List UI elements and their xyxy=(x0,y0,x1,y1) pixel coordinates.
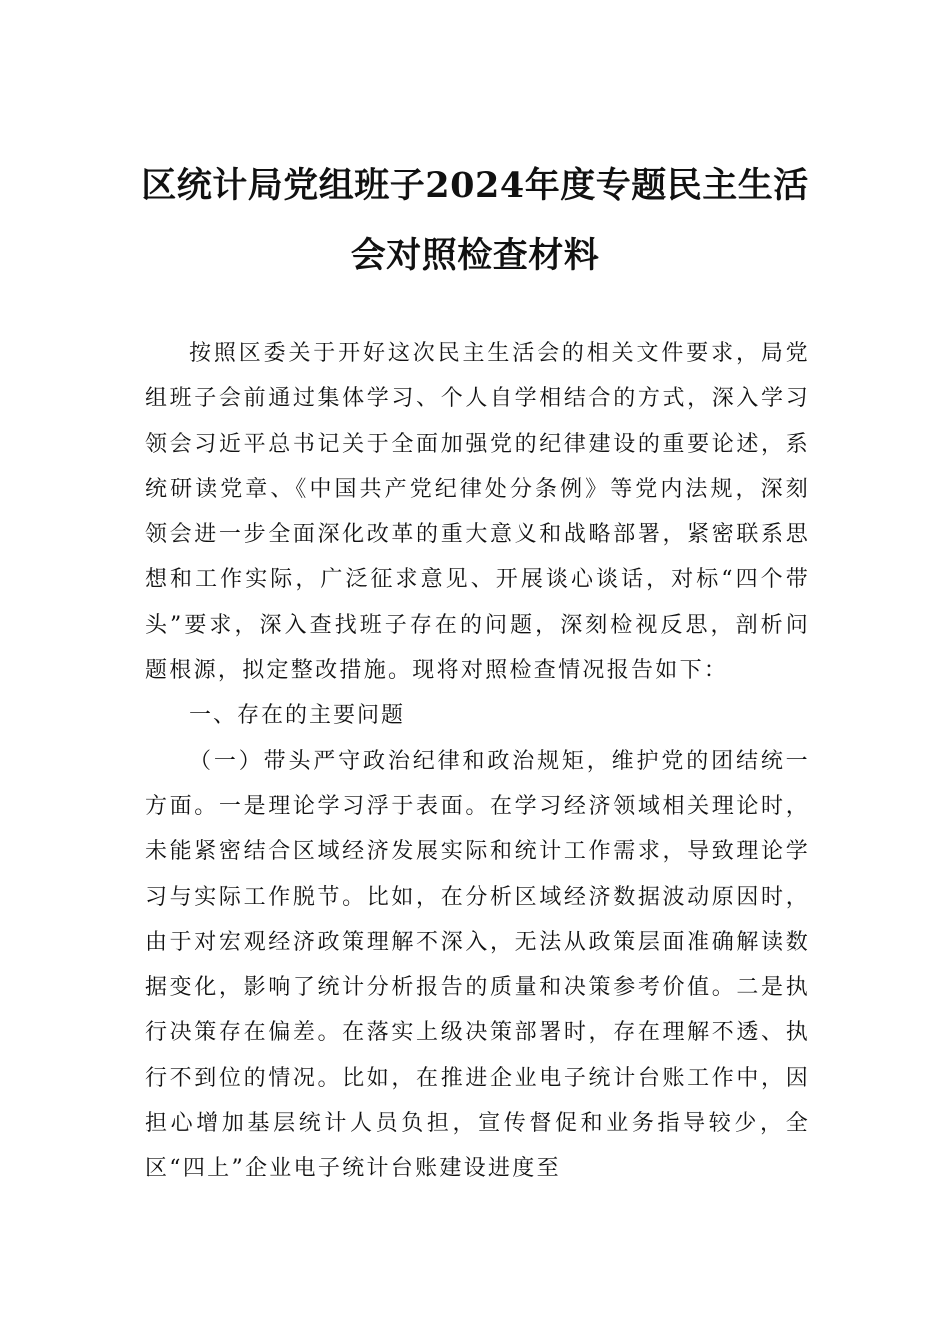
document-title-line-2: 会对照检查材料 xyxy=(350,235,600,276)
intro-paragraph: 按照区委关于开好这次民主生活会的相关文件要求，局党组班子会前通过集体学习、个人自学相结合的方式，深入学习领会习近平总书记关于全面加强党的纪律建设的重要论述，系统研读党章、《中国共产党纪律处分条例》等党内法规，深刻领会进一步全面深化改革的重大意义和战略部署，紧密联系思想和工作实际，广泛征求意见、开展谈心谈话，对标“四个带头”要求，深入查找班子存在的问题，深刻检视反思，剖析问题根源，拟定整改措施。现将对照检查情况报告如下： xyxy=(145,341,810,684)
document-body xyxy=(145,331,810,1192)
section-1-paragraph-1: （一）带头严守政治纪律和政治规矩，维护党的团结统一方面。一是理论学习浮于表面。在学习经济领域相关理论时，未能紧密结合区域经济发展实际和统计工作需求，导致理论学习与实际工作脱节。比如，在分析区域经济数据波动原因时，由于对宏观经济政策理解不深入，无法从政策层面准确解读数据变化，影响了统计分析报告的质量和决策参考价值。二是执行决策存在偏差。在落实上级决策部署时，存在理解不透、执行不到位的情况。比如，在推进企业电子统计台账工作中，因担心增加基层统计人员负担，宣传督促和业务指导较少，全区“四上”企业电子统计台账建设进度至 xyxy=(145,748,810,1182)
document-title-line-1: 区统计局党组班子2024年度专题民主生活 xyxy=(141,165,809,206)
section-1-heading: 一、存在的主要问题 xyxy=(189,703,406,729)
